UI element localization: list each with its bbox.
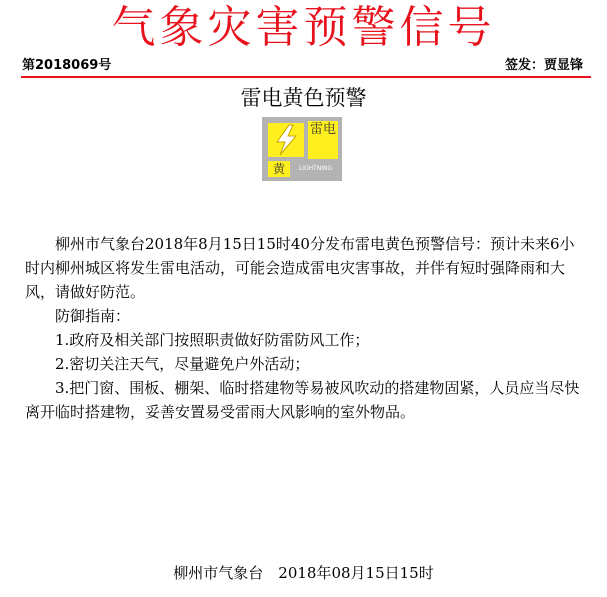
header-divider: [21, 76, 591, 78]
footer-datetime: 2018年08月15日15时: [278, 564, 434, 582]
issuer-footer: [0, 562, 607, 584]
badge-type-text: 雷电: [308, 121, 338, 159]
signer-label: 签发：: [504, 58, 544, 73]
warning-signal-badge: [262, 117, 342, 181]
document-title: 气象灾害预警信号: [111, 2, 496, 53]
guide-item: 3.把门窗、围板、棚架、临时搭建物等易被风吹动的搭建物固紧，人员应当尽快离开临时搭建物，妥善安置易受雷雨大风影响的室外物品。: [25, 379, 580, 421]
guide-heading: 防御指南：: [55, 307, 131, 325]
signer: [505, 58, 583, 74]
signer-name: 贾显锋: [543, 58, 583, 73]
footer-issuer: 柳州市气象台: [173, 564, 264, 582]
guide-item: 1.政府及相关部门按照职责做好防雷防风工作；: [55, 331, 370, 349]
badge-color-text: 黄: [268, 161, 290, 177]
warning-title: 雷电黄色预警: [240, 86, 367, 110]
badge-english-text: LIGHTNING: [298, 165, 333, 172]
warning-paragraph: 柳州市气象台2018年8月15日15时40分发布雷电黄色预警信号：预计未来6小时内柳州城区将发生雷电活动，可能会造成雷电灾害事故，并伴有短时强降雨和大风，请做好防范。: [25, 235, 575, 301]
guide-item: 2.密切关注天气，尽量避免户外活动；: [55, 355, 310, 373]
lightning-icon: [268, 123, 304, 157]
warning-body: [25, 232, 585, 424]
document-number: 第2018069号: [22, 58, 112, 73]
